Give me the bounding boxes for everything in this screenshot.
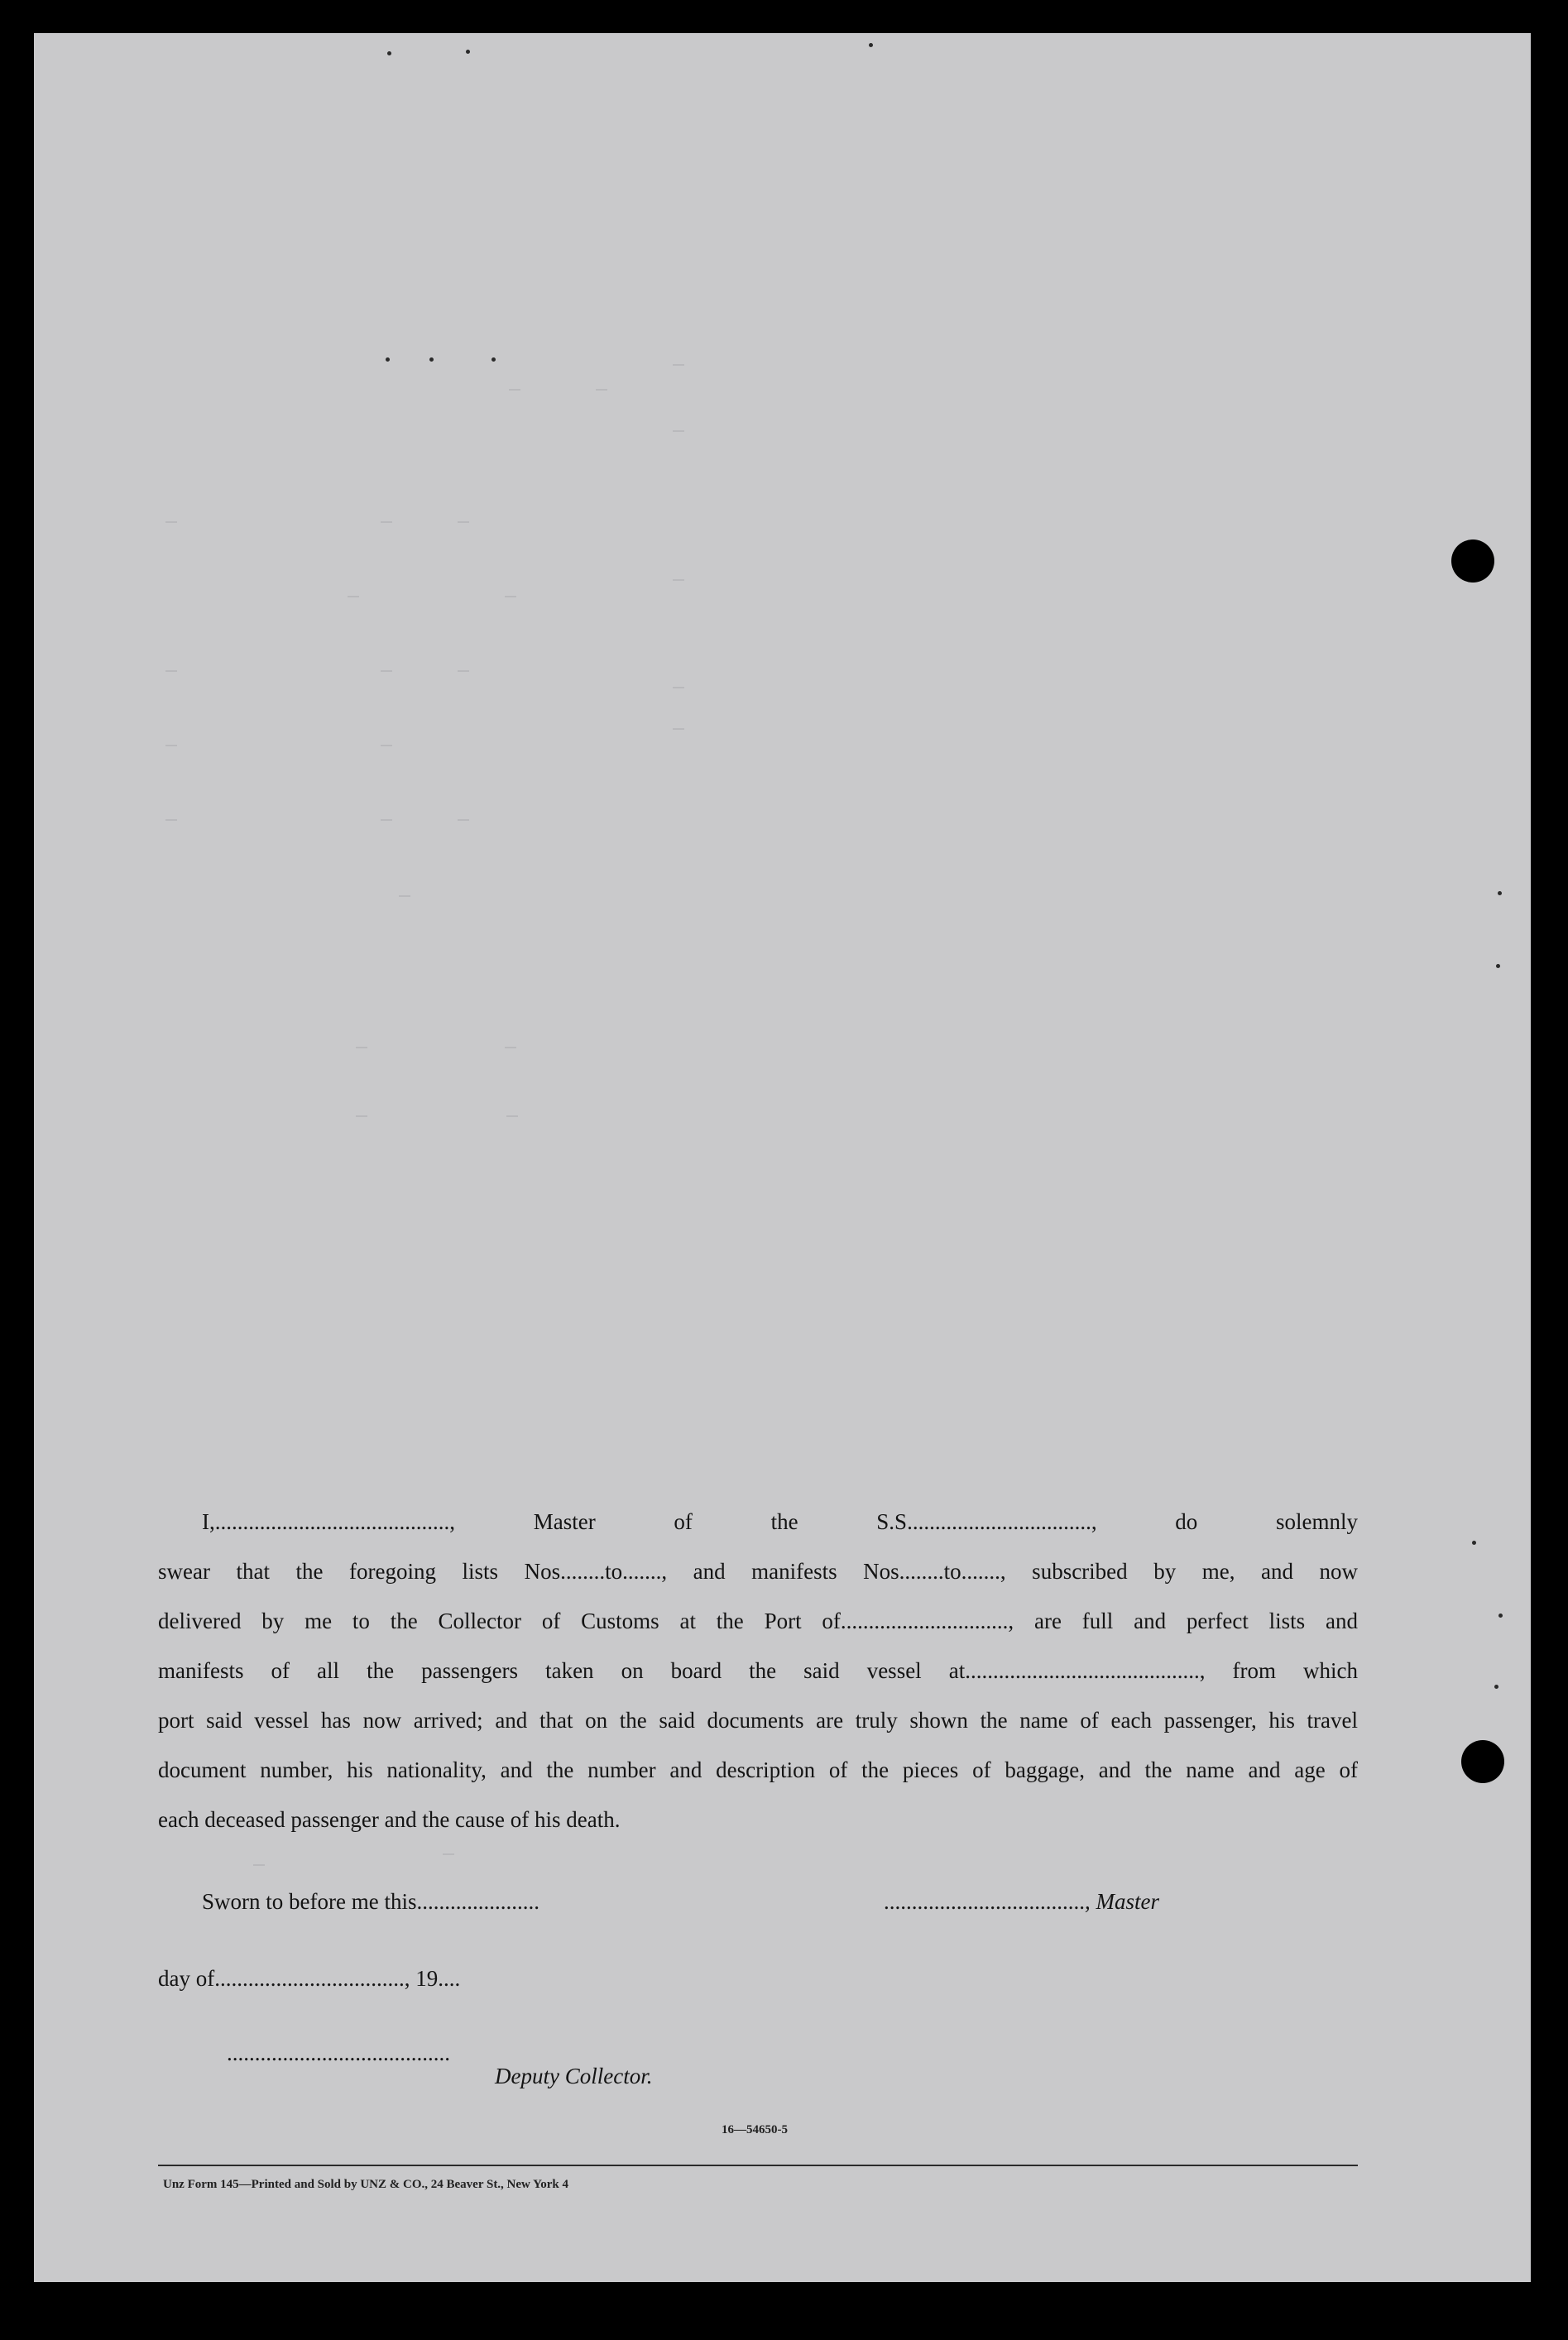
deputy-collector-dots: ........................................ bbox=[227, 2040, 450, 2065]
form-number: 16—54650-5 bbox=[722, 2123, 788, 2136]
oath-line-7: each deceased passenger and the cause of his death. bbox=[158, 1807, 621, 1832]
oath-line-2: swear that the foregoing lists Nos........to......., and manifests Nos........to......., subscribed by me, and now bbox=[158, 1559, 1358, 1584]
speck bbox=[466, 50, 470, 54]
speck bbox=[429, 357, 434, 362]
oath-line-1: I,.........................................., Master of the S.S................................., do solemnly bbox=[202, 1509, 1358, 1534]
speck bbox=[491, 357, 496, 362]
day-of-line: day of.................................., 19.... bbox=[158, 1966, 461, 1991]
oath-line-6: document number, his nationality, and the number and description of the pieces of baggage, and the name and age of bbox=[158, 1757, 1358, 1782]
master-dots: .................................... bbox=[884, 1889, 1085, 1914]
master-label: , Master bbox=[1085, 1889, 1159, 1914]
speck bbox=[1498, 1614, 1503, 1618]
oath-line-3: delivered by me to the Collector of Customs at the Port of.............................., are full and perfect lists and bbox=[158, 1609, 1358, 1633]
speck bbox=[1498, 891, 1502, 895]
speck bbox=[386, 357, 390, 362]
speck bbox=[1494, 1685, 1498, 1689]
oath-line-5: port said vessel has now arrived; and that on the said documents are truly shown the name of each passenger, his travel bbox=[158, 1708, 1358, 1733]
deputy-collector-label: Deputy Collector. bbox=[495, 2064, 653, 2088]
speck bbox=[1472, 1541, 1476, 1545]
oath-line-4: manifests of all the passengers taken on board the said vessel at.........................................., from which bbox=[158, 1658, 1358, 1683]
sworn-line: Sworn to before me this...................... bbox=[202, 1889, 539, 1914]
speck bbox=[1496, 964, 1500, 968]
printer-imprint: Unz Form 145—Printed and Sold by UNZ & CO., 24 Beaver St., New York 4 bbox=[163, 2178, 568, 2191]
speck bbox=[387, 51, 391, 55]
speck bbox=[869, 43, 873, 47]
master-signature-line bbox=[884, 1889, 1159, 1914]
footer-rule bbox=[158, 2165, 1358, 2166]
